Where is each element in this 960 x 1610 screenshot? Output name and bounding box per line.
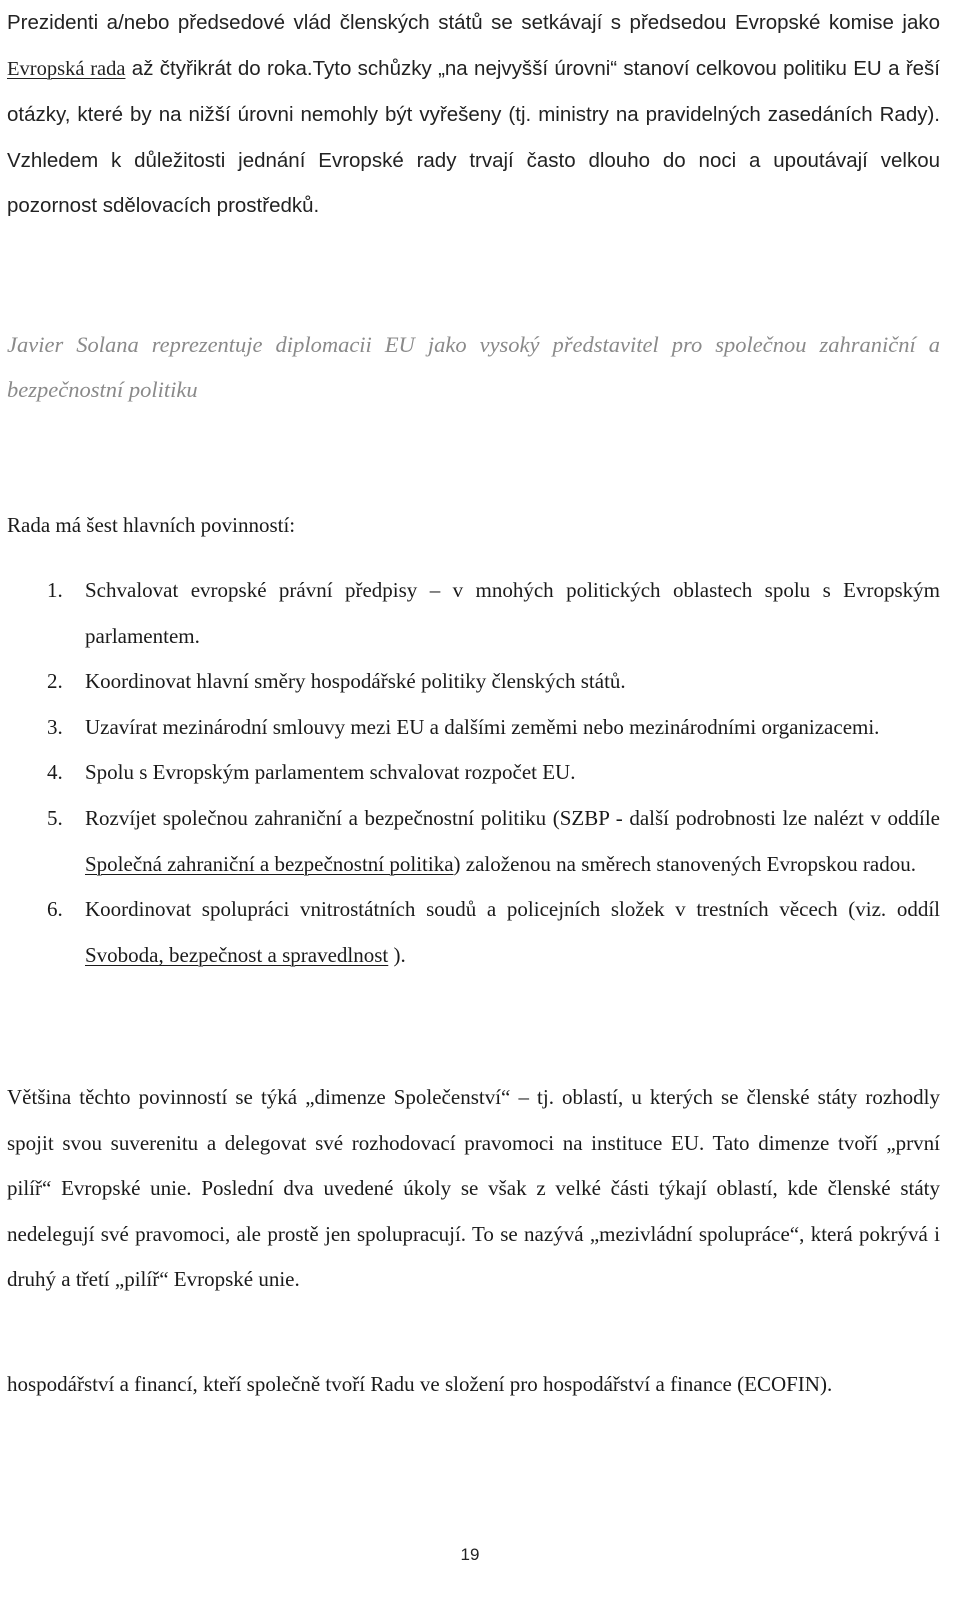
duties-list <box>7 568 940 978</box>
list-number: 2. <box>47 669 63 694</box>
list-item <box>7 659 940 705</box>
list-text: Uzavírat mezinárodní smlouvy mezi EU a dalšími zeměmi nebo mezinárodními organizacemi. <box>85 714 880 739</box>
list-text: Koordinovat hlavní směry hospodářské politiky členských států. <box>85 669 626 694</box>
link-evropska-rada[interactable]: Evropská rada <box>7 57 126 80</box>
paragraph-european-council <box>7 0 940 229</box>
list-number: 5. <box>47 805 63 830</box>
link-szbp[interactable]: Společná zahraniční a bezpečnostní politika <box>85 851 454 876</box>
quote-caption: Javier Solana reprezentuje diplomacii EU jako vysoký představitel pro společnou zahraniční a bezpečnostní politiku <box>7 332 940 402</box>
list-number: 3. <box>47 714 63 739</box>
page-number: 19 <box>460 1545 480 1564</box>
list-text: Spolu s Evropským parlamentem schvalovat rozpočet EU. <box>85 760 576 785</box>
link-svoboda-bezpecnost[interactable]: Svoboda, bezpečnost a spravedlnost <box>85 942 389 967</box>
list-text: ). <box>388 942 406 967</box>
list-item <box>7 705 940 751</box>
list-number: 4. <box>47 760 63 785</box>
duties-intro: Rada má šest hlavních povinností: <box>7 513 296 537</box>
paragraph-text: Prezidenti a/nebo předsedové vlád členských států se setkávají s předsedou Evropské komise jako <box>7 11 940 34</box>
paragraph-community-dimension: Většina těchto povinností se týká „dimenze Společenství“ – tj. oblastí, u kterých se členské státy rozhodly spojit svou suverenitu a delegovat své rozhodovací pravomoci na instituce EU. Tato dimenze tvoří „první pilíř“ Evropské unie. Poslední dva uvedené úkoly se však z velké části týkají oblastí, kde členské státy nedelegují své pravomoci, ale prostě jen spolupracují. To se nazývá „mezivládní spolupráce“, která pokrývá i druhý a třetí „pilíř“ Evropské unie. <box>7 1085 940 1292</box>
document-page <box>7 0 940 1396</box>
list-item <box>7 887 940 978</box>
list-number: 1. <box>47 578 63 602</box>
list-text: ) založenou na směrech stanovených Evropskou radou. <box>453 851 916 876</box>
list-item <box>7 750 940 796</box>
list-text: Rozvíjet společnou zahraniční a bezpečnostní politiku (SZBP - další podrobnosti lze nalézt v oddíle <box>85 805 940 830</box>
list-text: Koordinovat spolupráci vnitrostátních soudů a policejních složek v trestních věcech (viz. oddíl <box>85 897 940 922</box>
list-text: Schvalovat evropské právní předpisy – v mnohých politických oblastech spolu s Evropským parlamentem. <box>85 578 940 648</box>
paragraph-text: až čtyřikrát do roka. <box>125 56 313 80</box>
paragraph-ecofin: hospodářství a financí, kteří společně tvoří Radu ve složení pro hospodářství a finance (ECOFIN). <box>7 1372 833 1396</box>
paragraph-text: Tyto schůzky „na nejvyšší úrovni“ stanoví celkovou politiku EU a řeší otázky, které by na nižší úrovni nemohly být vyřešeny (tj. ministry na pravidelných zasedáních Rady). Vzhledem k důležitosti jednání Evropské rady trvají často dlouho do noci a upoutávají velkou pozornost sdělovacích prostředků. <box>7 56 940 218</box>
list-item <box>7 568 940 659</box>
list-item <box>7 796 940 887</box>
list-number: 6. <box>47 897 63 922</box>
